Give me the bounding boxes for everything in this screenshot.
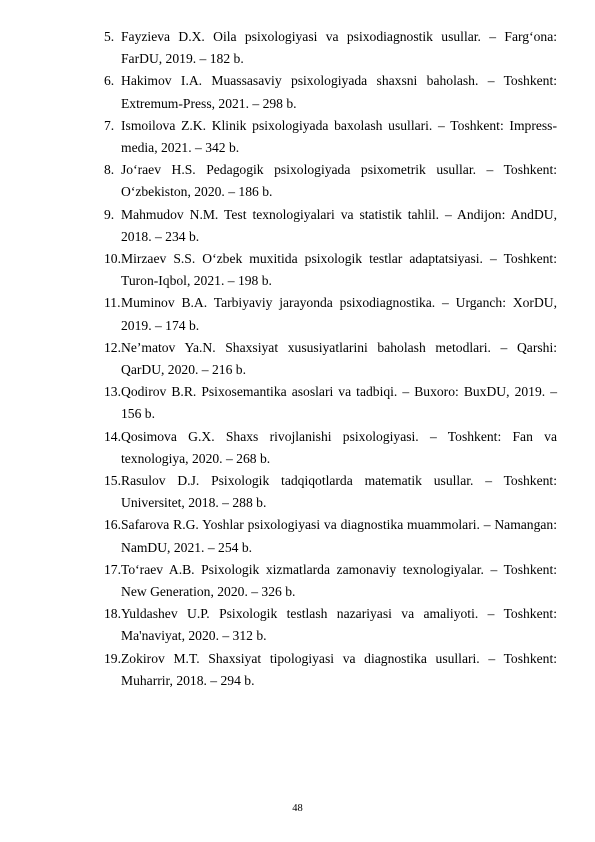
- reference-item: [104, 603, 557, 647]
- reference-number: 7.: [104, 117, 115, 133]
- reference-text: Muminov B.A. Tarbiyaviy jarayonda psixodiagnostika. – Urganch: XorDU, 2019. – 174 b.: [121, 295, 557, 333]
- reference-number: 14.: [104, 428, 121, 444]
- reference-number: 17.: [104, 561, 121, 577]
- reference-item: [104, 559, 557, 603]
- reference-number: 15.: [104, 473, 121, 489]
- reference-item: [104, 292, 557, 336]
- reference-text: Hakimov I.A. Muassasaviy psixologiyada shaxsni baholash. – Toshkent: Extremum-Press, 2021. – 298 b.: [121, 73, 557, 111]
- reference-item: [104, 159, 557, 203]
- reference-number: 10.: [104, 251, 121, 267]
- reference-number: 8.: [104, 162, 115, 178]
- reference-number: 6.: [104, 73, 115, 89]
- reference-text: Rasulov D.J. Psixologik tadqiqotlarda matematik usullar. – Toshkent: Universitet, 2018. – 288 b.: [121, 473, 557, 511]
- reference-text: Safarova R.G. Yoshlar psixologiyasi va diagnostika muammolari. – Namangan: NamDU, 2021. – 254 b.: [121, 517, 557, 555]
- reference-number: 11.: [104, 295, 121, 311]
- page-number: 48: [292, 803, 303, 814]
- reference-number: 9.: [104, 206, 115, 222]
- reference-text: Fayzieva D.X. Oila psixologiyasi va psixodiagnostik usullar. – Farg‘ona: FarDU, 2019. – 182 b.: [121, 29, 557, 67]
- reference-number: 16.: [104, 517, 121, 533]
- reference-item: [104, 426, 557, 470]
- reference-text: To‘raev A.B. Psixologik xizmatlarda zamonaviy texnologiyalar. – Toshkent: New Generation, 2020. – 326 b.: [121, 561, 557, 600]
- reference-text: Ismoilova Z.K. Klinik psixologiyada baxolash usullari. – Toshkent: Impress-media, 2021. – 342 b.: [121, 117, 557, 156]
- reference-item: [104, 26, 557, 70]
- reference-item: [104, 248, 557, 292]
- reference-text: Zokirov M.T. Shaxsiyat tipologiyasi va diagnostika usullari. – Toshkent: Muharrir, 2018. – 294 b.: [121, 650, 557, 688]
- reference-item: [104, 115, 557, 159]
- reference-number: 19.: [104, 650, 121, 666]
- reference-number: 12.: [104, 339, 121, 355]
- reference-number: 5.: [104, 29, 115, 44]
- reference-item: [104, 337, 557, 381]
- reference-text: Mahmudov N.M. Test texnologiyalari va statistik tahlil. – Andijon: AndDU, 2018. – 234 b.: [121, 206, 557, 244]
- reference-item: [104, 381, 557, 425]
- reference-text: Qodirov B.R. Psixosemantika asoslari va tadbiqi. – Buxoro: BuxDU, 2019. – 156 b.: [121, 384, 557, 422]
- reference-number: 18.: [104, 606, 121, 622]
- reference-item: [104, 470, 557, 514]
- reference-item: [104, 70, 557, 114]
- reference-list: [104, 26, 557, 692]
- reference-text: Yuldashev U.P. Psixologik testlash nazariyasi va amaliyoti. – Toshkent: Ma'naviyat, 2020. – 312 b.: [121, 606, 557, 644]
- reference-text: Jo‘raev H.S. Pedagogik psixologiyada psixometrik usullar. – Toshkent: O‘zbekiston, 2020. – 186 b.: [121, 162, 557, 200]
- reference-text: Ne’matov Ya.N. Shaxsiyat xususiyatlarini baholash metodlari. – Qarshi: QarDU, 2020. – 216 b.: [121, 339, 557, 378]
- reference-item: [104, 204, 557, 248]
- reference-item: [104, 514, 557, 558]
- reference-text: Qosimova G.X. Shaxs rivojlanishi psixologiyasi. – Toshkent: Fan va texnologiya, 2020. – 268 b.: [121, 428, 557, 466]
- reference-number: 13.: [104, 384, 121, 400]
- reference-item: [104, 648, 557, 692]
- reference-text: Mirzaev S.S. O‘zbek muxitida psixologik testlar adaptatsiyasi. – Toshkent: Turon-Iqbol, 2021. – 198 b.: [121, 251, 557, 289]
